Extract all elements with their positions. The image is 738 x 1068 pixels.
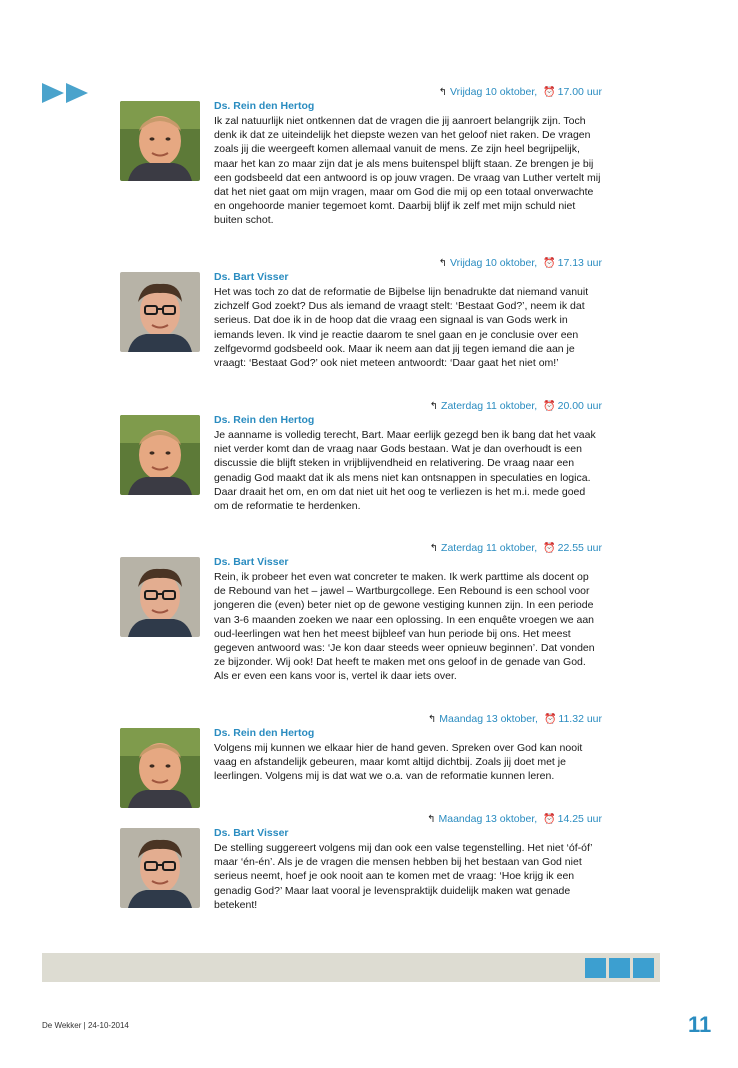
message-time: 17.00 uur [557, 86, 602, 98]
message-text: Het was toch zo dat de reformatie de Bijbelse lijn benadrukte dat niemand vanuit zichzelf God zoekt? Dus als iemand de vraagt stelt: ‘Bestaat God?’, neem ik dat serieus. Dat doe ik in de hoop dat die vraag een signaal is van Gods werk in iemands leven. Ik vind je reactie daarom te snel gaan en je conclusie over een zelfgevormd godsbeeld ook. Maar ik neem aan dat jij tegen iemand die aan je vraagt: ‘Bestaat God?’ ook niet meteen antwoordt: ‘Daar gaat het niet om!’ [214, 286, 589, 370]
message-text: Rein, ik probeer het even wat concreter te maken. Ik werk parttime als docent op de Rebound van het – jawel – Wartburgcollege. Een Rebound is een school voor jongeren die (even) beter niet op de gewone vestiging kunnen zijn. In een periode van 3-6 maanden zoeken we naar een oplossing. In een enquête vroegen we aan oud-leerlingen wat hen het meest bijbleef van hun periode bij ons. Het meest gegeven antwoord was: ‘Je kon daar steeds weer opnieuw beginnen’. Dat vonden ze bijzonder. Wij ook! Dat heeft te maken met ons geloof in de genade van God. Als er even een kans voor is, vertel ik daar iets over. [214, 571, 595, 683]
decorative-arrows [42, 83, 90, 103]
alarm-clock-icon: ⏰ [543, 87, 556, 98]
reply-arrow-icon: ↰ [429, 401, 439, 412]
message-time: 11.32 uur [558, 713, 602, 725]
message-text: Volgens mij kunnen we elkaar hier de hand geven. Spreken over God kan nooit vaag en afstandelijk gebeuren, maar komt altijd dichtbij. Zoals jij doet met je leerlingen. Volgens mij is dat wat we o.a. van de reformatie kunnen leren. [214, 742, 583, 783]
message-meta [430, 542, 602, 554]
message-author: Ds. Rein den Hertog [214, 100, 315, 112]
message-date: Vrijdag 10 oktober, [450, 257, 538, 269]
avatar-bart-visser [120, 828, 200, 908]
bottom-bar [42, 953, 660, 982]
message-meta [427, 813, 602, 825]
message-date: Maandag 13 oktober, [439, 713, 538, 725]
avatar-rein-den-hertog [120, 415, 200, 495]
reply-arrow-icon: ↰ [438, 258, 447, 269]
message-date: Maandag 13 oktober, [438, 813, 538, 825]
message-date: Vrijdag 10 oktober, [450, 86, 538, 98]
footer-publication: De Wekker | 24-10-2014 [42, 1021, 129, 1030]
reply-arrow-icon: ↰ [438, 87, 447, 98]
play-arrow-icon [66, 83, 88, 103]
message-date: Zaterdag 11 oktober, [441, 400, 538, 412]
avatar-bart-visser [120, 272, 200, 352]
message-time: 20.00 uur [557, 400, 602, 412]
message-time: 14.25 uur [557, 813, 602, 825]
alarm-clock-icon: ⏰ [543, 714, 557, 725]
avatar-rein-den-hertog [120, 101, 200, 181]
alarm-clock-icon: ⏰ [543, 258, 556, 269]
reply-arrow-icon: ↰ [427, 714, 437, 725]
alarm-clock-icon: ⏰ [543, 543, 556, 554]
message-meta [439, 86, 602, 98]
alarm-clock-icon: ⏰ [543, 401, 556, 412]
reply-arrow-icon: ↰ [429, 543, 439, 554]
reply-arrow-icon: ↰ [427, 814, 436, 825]
message-author: Ds. Bart Visser [214, 827, 289, 839]
page-number: 11 [688, 1012, 712, 1037]
message-author: Ds. Rein den Hertog [214, 727, 315, 739]
avatar-rein-den-hertog [120, 728, 200, 808]
square-icon [633, 958, 654, 978]
play-arrow-icon [42, 83, 64, 103]
message-text: Ik zal natuurlijk niet ontkennen dat de vragen die jij aanroert belangrijk zijn. Toch denk ik dat ze uiteindelijk het diepste wezen van het geloof niet raken. De vragen zoals jij die weergeeft komen allemaal vanuit de mens. Ze zijn heel begrijpelijk, maar het kan zo maar zijn dat je als mens buitenspel blijft staan. Ze brengen je bij een godsbeeld dat een antwoord is op jouw vragen. De vraag van Luther vertelt mij dat het niet gaat om mijn vragen, maar om God die mij op een totaal onverwachte en ongehoorde manier tegemoet komt. Daarbij blijf ik zelf met mijn schuld niet buiten schot. [214, 115, 601, 227]
message-meta [430, 400, 602, 412]
message-date: Zaterdag 11 oktober, [441, 542, 538, 554]
message-meta [428, 713, 602, 725]
message-text: Je aanname is volledig terecht, Bart. Maar eerlijk gezegd ben ik bang dat het vaak niet verder komt dan de vraag naar Gods bestaan. Wat je dan overhoudt is een discussie die blijft steken in vrijblijvendheid en relativering. De vraag naar een genadig God maakt dat ik als mens niet kan ontsnappen in speculaties en logica. Daar draait het om, en om dat niet uit het oog te verliezen is het m.i. mede goed om de reformatie te herdenken. [214, 429, 596, 513]
square-icon [585, 958, 606, 978]
message-author: Ds. Bart Visser [214, 556, 289, 568]
message-text: De stelling suggereert volgens mij dan ook een valse tegenstelling. Het niet ‘óf-óf’ maar ‘én-én’. Als je de vragen die mensen hebben bij het bestaan van God niet serieus neemt, hoef je ook nooit aan te komen met de vraag: ‘Hoe krijg ik een genadig God?’ Maar laat vooral je levenspraktijk duidelijk maken wat genade betekent! [214, 842, 593, 911]
message-meta [439, 257, 602, 269]
message-time: 17.13 uur [557, 257, 602, 269]
message-author: Ds. Bart Visser [214, 271, 289, 283]
alarm-clock-icon: ⏰ [543, 814, 556, 825]
message-author: Ds. Rein den Hertog [214, 414, 315, 426]
avatar-bart-visser [120, 557, 200, 637]
message-time: 22.55 uur [557, 542, 602, 554]
square-icon [609, 958, 630, 978]
